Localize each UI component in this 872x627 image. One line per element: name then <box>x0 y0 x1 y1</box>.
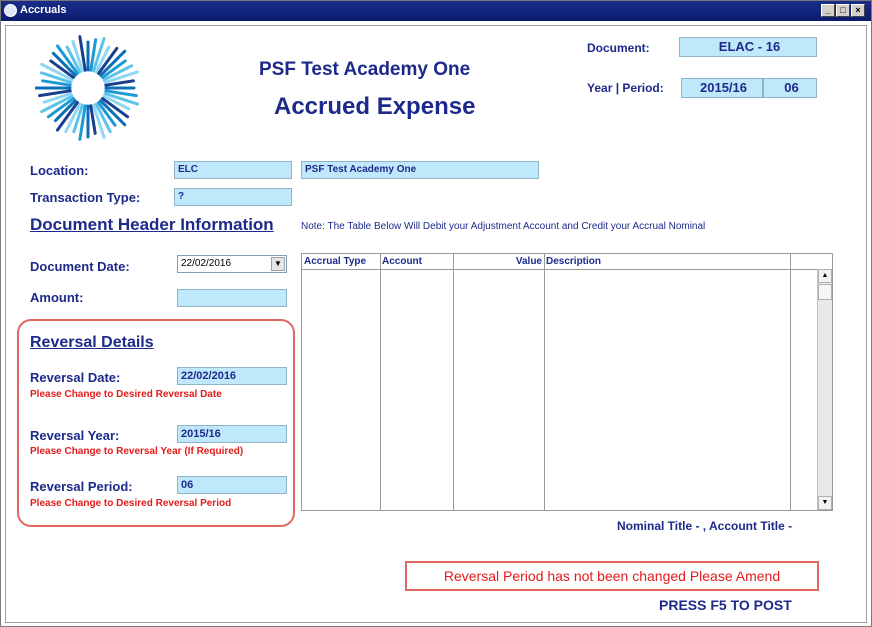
minimize-button[interactable]: _ <box>821 4 835 17</box>
validation-error-banner: Reversal Period has not been changed Please Amend <box>405 561 819 591</box>
window-title: Accruals <box>20 4 67 16</box>
column-divider <box>453 254 454 510</box>
close-button[interactable]: × <box>851 4 865 17</box>
location-code-field[interactable]: ELC <box>174 161 292 179</box>
reversal-details-heading: Reversal Details <box>30 334 154 351</box>
app-icon <box>4 4 17 17</box>
transaction-type-label: Transaction Type: <box>30 190 141 205</box>
reversal-date-field[interactable]: 22/02/2016 <box>177 367 287 385</box>
period-field[interactable]: 06 <box>763 78 817 98</box>
reversal-period-warning: Please Change to Desired Reversal Period <box>30 498 232 509</box>
reversal-year-warning: Please Change to Reversal Year (If Required) <box>30 446 244 457</box>
reversal-period-field[interactable]: 06 <box>177 476 287 494</box>
reversal-period-label: Reversal Period: <box>30 479 133 494</box>
document-header-heading: Document Header Information <box>30 215 274 234</box>
column-divider <box>380 254 381 510</box>
maximize-button[interactable]: □ <box>836 4 850 17</box>
document-type-title: Accrued Expense <box>274 93 476 120</box>
document-label: Document: <box>587 41 650 55</box>
column-header-account[interactable]: Account <box>380 254 453 270</box>
nominal-account-title: Nominal Title - , Account Title - <box>617 519 793 533</box>
column-header-blank <box>790 254 818 270</box>
chevron-down-icon[interactable]: ▼ <box>271 257 285 271</box>
location-label: Location: <box>30 163 89 178</box>
org-name: PSF Test Academy One <box>259 59 471 80</box>
reversal-date-label: Reversal Date: <box>30 370 121 385</box>
accrual-lines-grid[interactable] <box>301 253 833 511</box>
column-header-accrual-type[interactable]: Accrual Type <box>302 254 380 270</box>
table-note: Note: The Table Below Will Debit your Adjustment Account and Credit your Accrual Nominal <box>301 221 706 232</box>
document-date-value: 22/02/2016 <box>181 258 232 269</box>
document-date-label: Document Date: <box>30 259 130 274</box>
vertical-scrollbar[interactable] <box>817 269 832 510</box>
reversal-year-label: Reversal Year: <box>30 428 120 443</box>
document-date-picker[interactable] <box>177 255 287 273</box>
column-header-value[interactable]: Value <box>453 254 544 270</box>
column-divider <box>544 254 545 510</box>
academy-logo <box>35 35 141 141</box>
year-period-label: Year | Period: <box>587 81 664 95</box>
document-number-field[interactable]: ELAC - 16 <box>679 37 817 57</box>
post-shortcut-hint: PRESS F5 TO POST <box>659 597 792 613</box>
scroll-down-icon[interactable]: ▼ <box>818 496 832 510</box>
amount-field[interactable] <box>177 289 287 307</box>
location-name-field: PSF Test Academy One <box>301 161 539 179</box>
column-header-description[interactable]: Description <box>544 254 790 270</box>
scroll-thumb[interactable] <box>818 284 832 300</box>
year-field[interactable]: 2015/16 <box>681 78 763 98</box>
reversal-date-warning: Please Change to Desired Reversal Date <box>30 389 222 400</box>
transaction-type-field[interactable]: ? <box>174 188 292 206</box>
title-bar[interactable] <box>1 1 871 21</box>
amount-label: Amount: <box>30 290 84 305</box>
column-divider <box>790 254 791 510</box>
reversal-year-field[interactable]: 2015/16 <box>177 425 287 443</box>
scroll-up-icon[interactable]: ▲ <box>818 269 832 283</box>
